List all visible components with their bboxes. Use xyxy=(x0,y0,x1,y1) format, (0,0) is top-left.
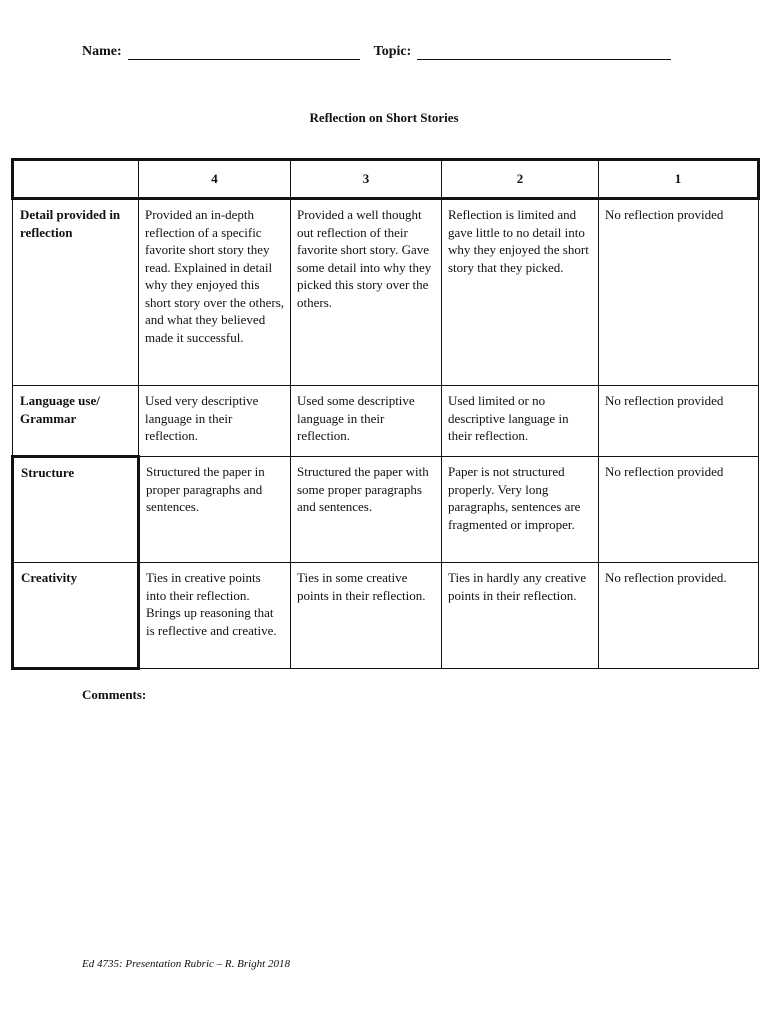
score-header-1: 1 xyxy=(599,160,759,199)
rubric-cell: No reflection provided. xyxy=(599,563,759,669)
criterion-label: Creativity xyxy=(13,563,139,669)
name-label: Name: xyxy=(82,44,122,59)
rubric-cell: Used limited or no descriptive language in their reflection. xyxy=(442,386,599,457)
criterion-label: Language use/ Grammar xyxy=(13,386,139,457)
header-fields xyxy=(82,44,671,60)
rubric-cell: Structured the paper in proper paragraphs and sentences. xyxy=(139,457,291,563)
footer-text: Ed 4735: Presentation Rubric – R. Bright 2018 xyxy=(82,958,290,970)
table-row xyxy=(13,457,759,563)
topic-blank-line[interactable] xyxy=(417,45,671,60)
table-row xyxy=(13,386,759,457)
rubric-cell: No reflection provided xyxy=(599,199,759,386)
rubric-cell: Provided an in-depth reflection of a specific favorite short story they read. Explained in detail why they enjoyed this short story over the others, and what they believed made it successful. xyxy=(139,199,291,386)
score-header-3: 3 xyxy=(291,160,442,199)
rubric-header-row xyxy=(13,160,759,199)
rubric-cell: Reflection is limited and gave little to no detail into why they enjoyed the short story that they picked. xyxy=(442,199,599,386)
rubric-cell: No reflection provided xyxy=(599,457,759,563)
rubric-cell: Used very descriptive language in their reflection. xyxy=(139,386,291,457)
rubric-cell: Ties in some creative points in their reflection. xyxy=(291,563,442,669)
rubric-table xyxy=(11,158,760,670)
topic-label: Topic: xyxy=(373,44,412,59)
name-blank-line[interactable] xyxy=(128,45,360,60)
rubric-cell: Ties in hardly any creative points in their reflection. xyxy=(442,563,599,669)
rubric-cell: Paper is not structured properly. Very long paragraphs, sentences are fragmented or improper. xyxy=(442,457,599,563)
score-header-2: 2 xyxy=(442,160,599,199)
rubric-cell: Structured the paper with some proper paragraphs and sentences. xyxy=(291,457,442,563)
table-row xyxy=(13,563,759,669)
score-header-4: 4 xyxy=(139,160,291,199)
rubric-cell: Provided a well thought out reflection of their favorite short story. Gave some detail into why they picked this story over the others. xyxy=(291,199,442,386)
comments-label: Comments: xyxy=(82,687,147,702)
document-title: Reflection on Short Stories xyxy=(309,110,459,125)
table-row xyxy=(13,199,759,386)
rubric-cell: No reflection provided xyxy=(599,386,759,457)
criterion-label: Structure xyxy=(13,457,139,563)
rubric-cell: Ties in creative points into their reflection. Brings up reasoning that is reflective and creative. xyxy=(139,563,291,669)
rubric-cell: Used some descriptive language in their reflection. xyxy=(291,386,442,457)
criterion-label: Detail provided in reflection xyxy=(13,199,139,386)
criteria-header xyxy=(13,160,139,199)
